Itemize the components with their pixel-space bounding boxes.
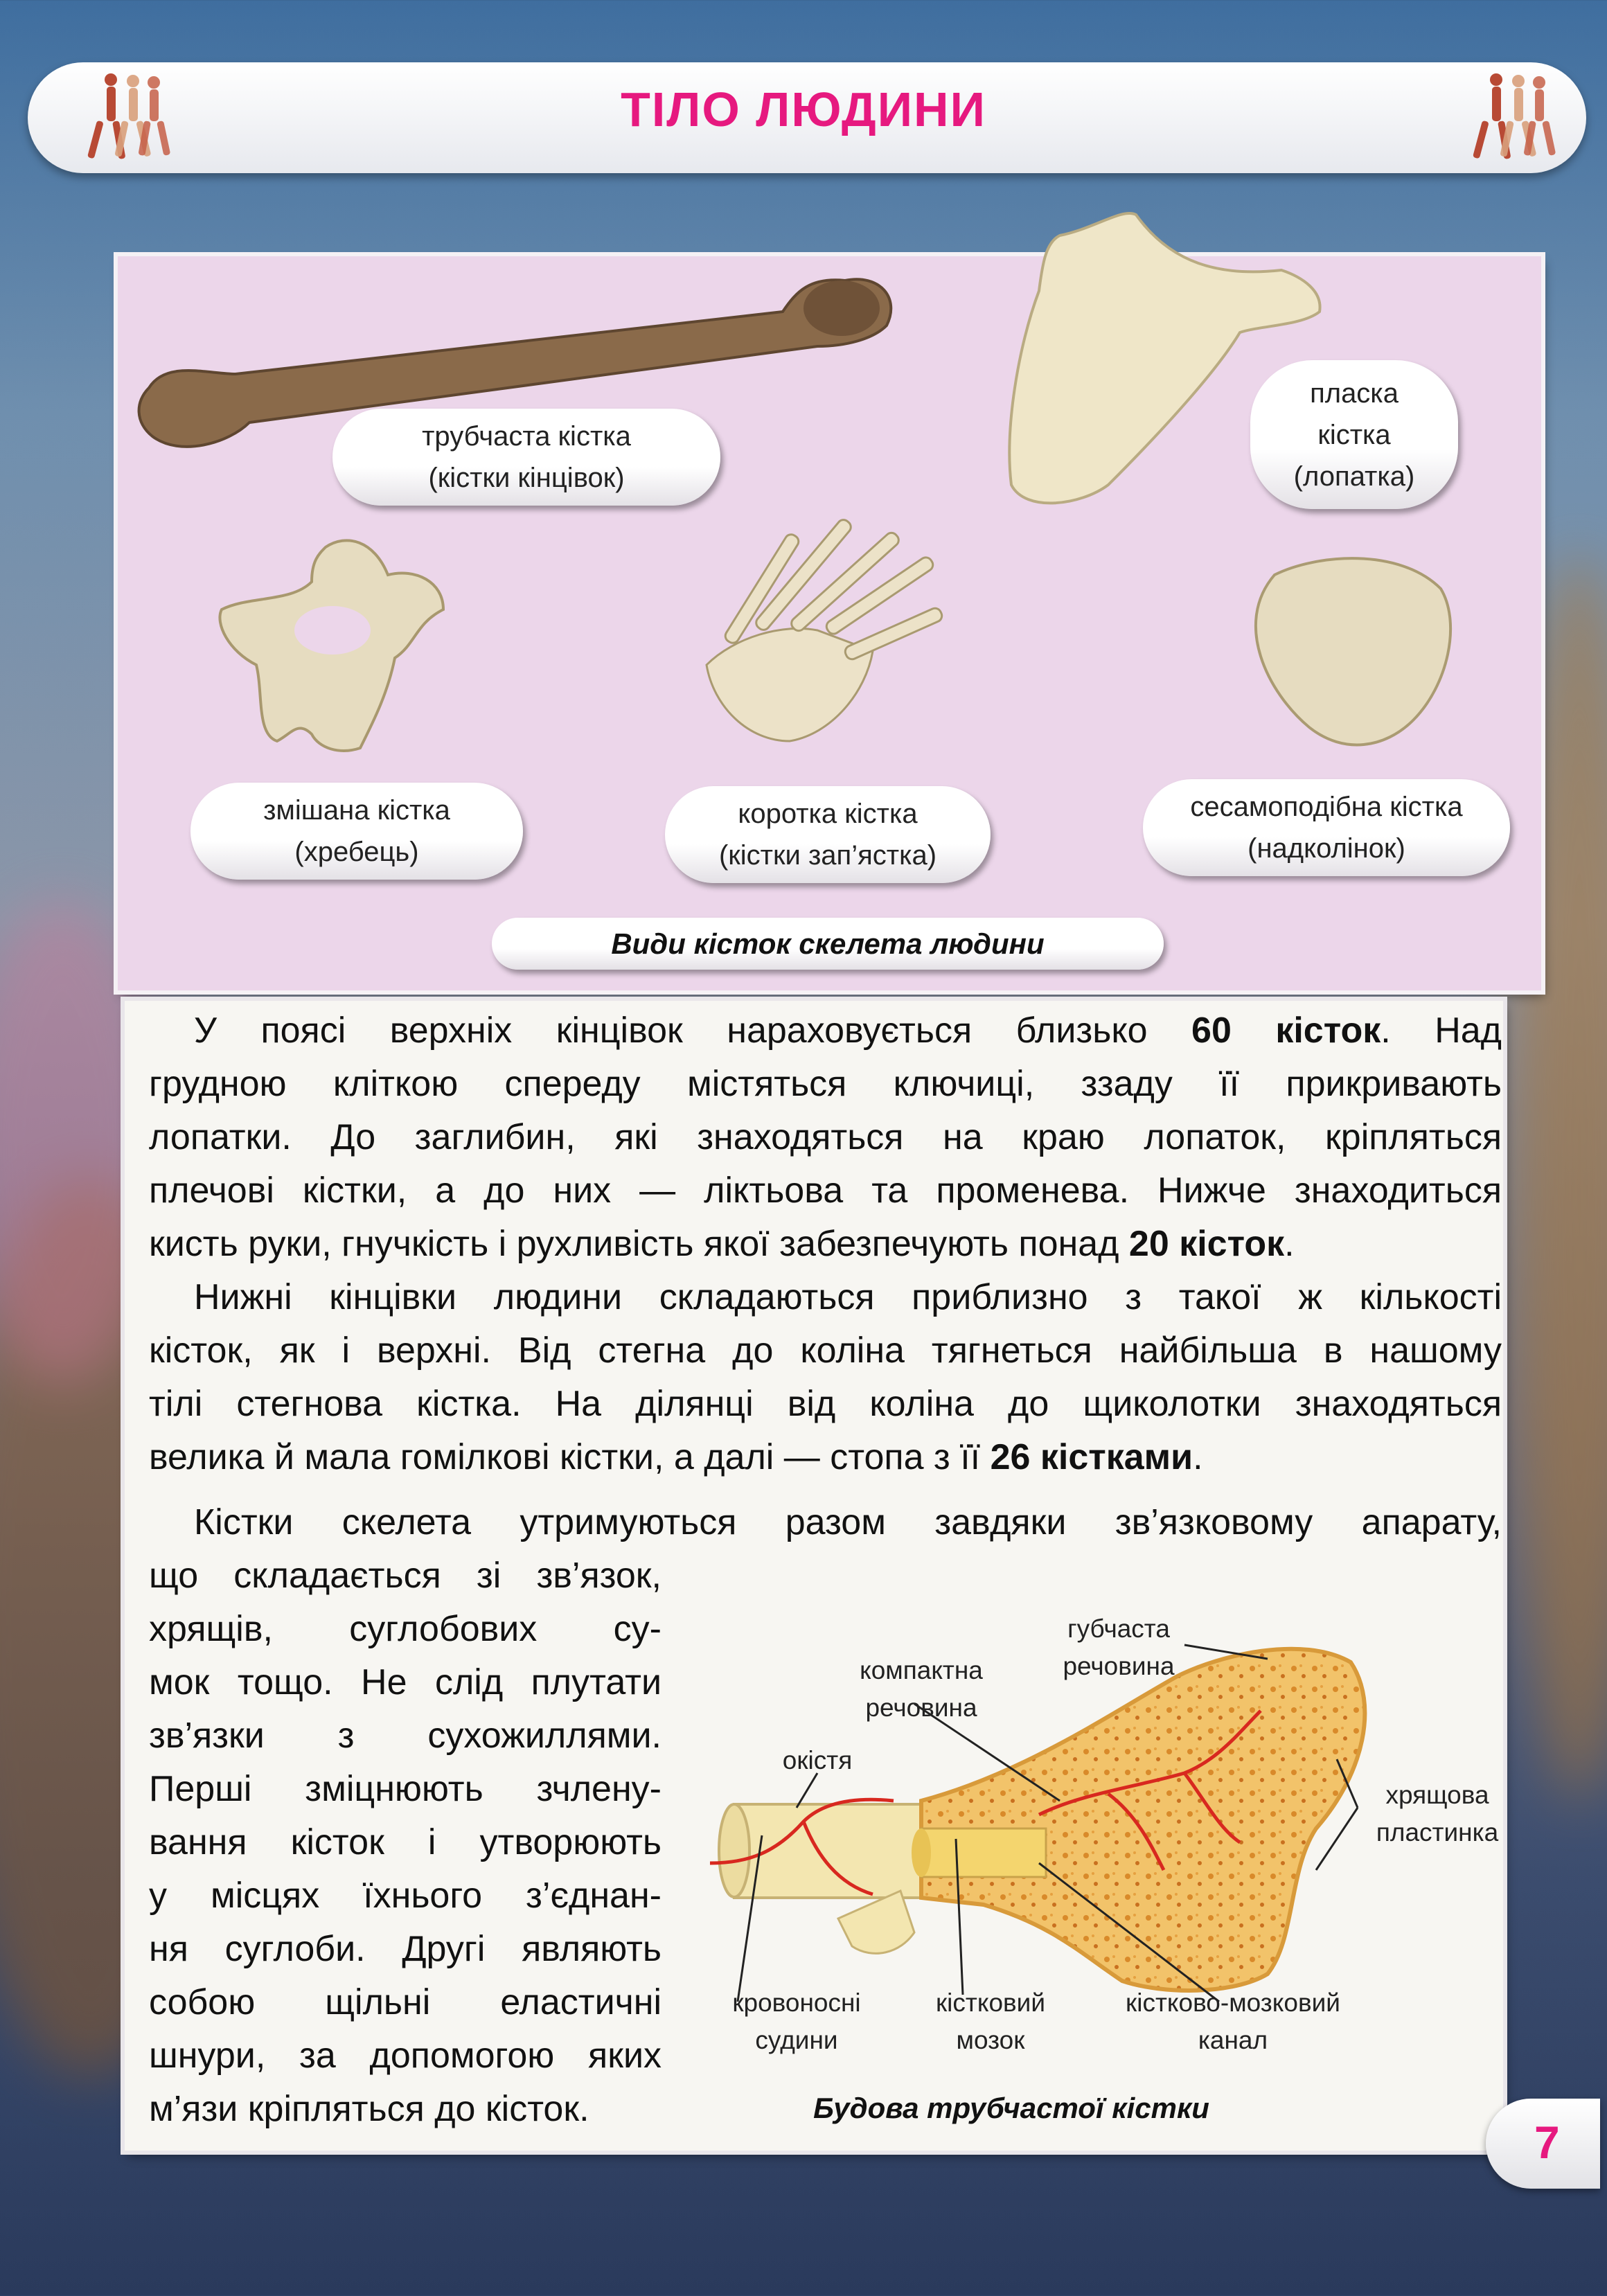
- text-line: тілі стегнова кістка. На ділянці від коліна до щиколотки знаходяться: [149, 1384, 1502, 1424]
- text-line: лопатки. До заглибин, які знаходяться на краю лопаток, кріпляться: [149, 1117, 1502, 1157]
- text-line: плечові кістки, а до них — ліктьова та променева. Нижче знаходиться: [149, 1171, 1502, 1211]
- text-line: зв’язки з сухожиллями.: [149, 1716, 662, 1756]
- page-title: ТІЛО ЛЮДИНИ: [621, 82, 986, 136]
- text-line: ня суглоби. Другі являють: [149, 1929, 662, 1969]
- label-flat-bone: пласка кістка (лопатка): [1250, 360, 1458, 509]
- text-line: шнури, за допомогою яких: [149, 2036, 662, 2076]
- label-periosteum: окістя: [782, 1746, 853, 1774]
- label-tubular-bone: трубчаста кістка (кістки кінцівок): [332, 409, 720, 506]
- bold-number: 60 кісток: [1191, 1011, 1381, 1051]
- label-sesamoid-bone: сесамоподібна кістка (надколінок): [1143, 779, 1510, 876]
- page-number: 7: [1534, 2117, 1560, 2168]
- page-number-tab: [1486, 2099, 1600, 2189]
- label-bone-marrow: кістковий мозок: [935, 1988, 1046, 2054]
- text-line: велика й мала гомілкові кістки, а далі — стопа з її 26 кістками.: [149, 1437, 1203, 1477]
- text-line: Нижні кінцівки людини складаються приблизно з такої ж кількості: [194, 1277, 1502, 1317]
- text-line: що складається зі зв’язок,: [149, 1556, 662, 1596]
- bold-number: 20 кісток: [1128, 1224, 1285, 1264]
- text-line: вання кісток і утворюють: [149, 1822, 662, 1862]
- text-line: собою щільні еластичні: [149, 1982, 662, 2022]
- text-line: хрящів, суглобових су-: [149, 1609, 662, 1649]
- bold-number: 26 кістками: [990, 1437, 1193, 1477]
- label-cartilage-plate: хрящова пластинка: [1376, 1781, 1499, 1846]
- text-line: мок тощо. Не слід плутати: [149, 1662, 662, 1702]
- text-line: кісток, як і верхні. Від стегна до коліна тягнеться найбільша в нашому: [149, 1331, 1502, 1371]
- label-compact-substance: компактна речовина: [860, 1656, 983, 1722]
- label-spongy-substance: губчаста речовина: [1063, 1614, 1175, 1680]
- text-line: У поясі верхніх кінцівок нараховується близько 60 кісток. Над: [194, 1011, 1502, 1051]
- text-line: Перші зміцнюють зчлену-: [149, 1769, 662, 1809]
- label-short-bone: коротка кістка (кістки зап’ястка): [665, 786, 991, 883]
- text-line: м’язи кріпляться до кісток.: [149, 2089, 589, 2129]
- label-blood-vessels: кровоносні судини: [732, 1988, 861, 2054]
- text-line: Кістки скелета утримуються разом завдяки зв’язковому апарату,: [194, 1502, 1502, 1542]
- text-line: кисть руки, гнучкість і рухливість якої забезпечують понад 20 кісток.: [149, 1224, 1295, 1264]
- bone-structure-caption: Будова трубчастої кістки: [813, 2092, 1209, 2124]
- label-marrow-canal: кістково-мозковий канал: [1126, 1988, 1340, 2054]
- text-line: у місцях їхнього з’єднан-: [149, 1876, 662, 1916]
- label-mixed-bone: змішана кістка (хребець): [190, 783, 523, 880]
- text-line: грудною кліткою спереду містяться ключиці, ззаду її прикривають: [149, 1064, 1502, 1104]
- bone-types-caption: Види кісток скелета людини: [492, 918, 1164, 970]
